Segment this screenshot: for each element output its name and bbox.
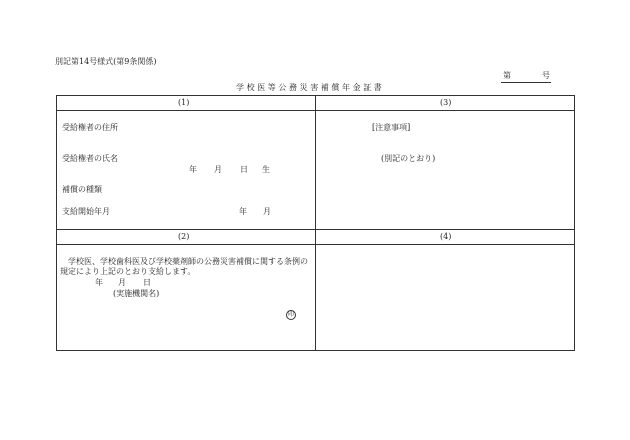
compensation-type-label: 補償の種類 bbox=[62, 185, 102, 194]
certificate-number-prefix: 第 bbox=[503, 71, 511, 80]
issue-day-label: 日 bbox=[143, 278, 151, 287]
seal-icon: 印 bbox=[287, 311, 294, 318]
birth-year-label: 年 bbox=[189, 165, 197, 174]
form-reference: 別記第14号様式(第9条関係) bbox=[55, 57, 157, 66]
statement-line-1: 学校医、学校歯科医及び学校薬剤師の公務災害補償に関する条例の bbox=[68, 257, 308, 266]
start-month-label: 月 bbox=[263, 207, 271, 216]
section-2-heading: (2) bbox=[178, 232, 190, 241]
table-right-border bbox=[574, 95, 575, 351]
issue-year-label: 年 bbox=[95, 278, 103, 287]
certificate-number-suffix: 号 bbox=[542, 71, 550, 80]
birth-month-label: 月 bbox=[214, 165, 222, 174]
recipient-address-label: 受給権者の住所 bbox=[62, 123, 118, 132]
issue-month-label: 月 bbox=[118, 278, 126, 287]
table-left-border bbox=[56, 95, 57, 351]
column-divider bbox=[315, 95, 316, 351]
section-1-heading: (1) bbox=[178, 98, 190, 107]
notes-label: [注意事項] bbox=[372, 123, 411, 132]
agency-label: (実施機関名) bbox=[113, 289, 160, 298]
birth-suffix-label: 生 bbox=[262, 165, 270, 174]
statement-line-2: 規定により上記のとおり支給します。 bbox=[60, 267, 196, 276]
payment-start-label: 支給開始年月 bbox=[62, 207, 110, 216]
recipient-name-label: 受給権者の氏名 bbox=[62, 154, 118, 163]
section-4-heading: (4) bbox=[440, 232, 452, 241]
certificate-number-underline bbox=[501, 82, 551, 83]
birth-day-label: 日 bbox=[240, 165, 248, 174]
notes-text: (別記のとおり) bbox=[381, 154, 436, 163]
section-3-heading: (3) bbox=[440, 98, 452, 107]
start-year-label: 年 bbox=[239, 207, 247, 216]
page-title: 学校医等公務災害補償年金証書 bbox=[236, 83, 385, 92]
